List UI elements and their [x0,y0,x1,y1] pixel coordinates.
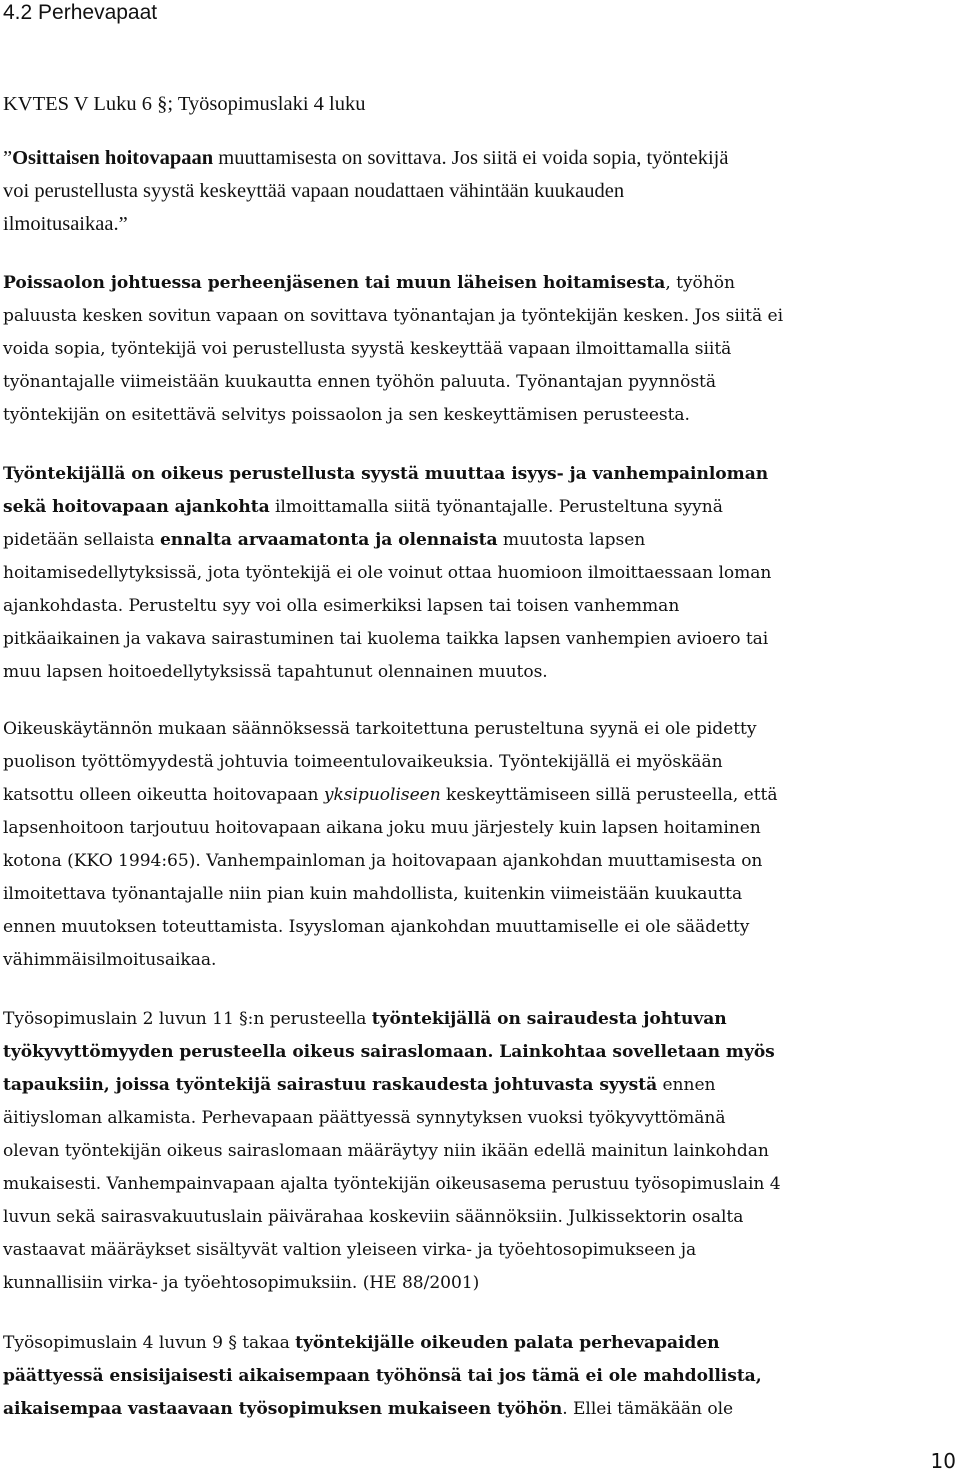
p2-line-3-pre: pidetään sellaista [3,530,160,550]
quote-line-1-rest: muuttamisesta on sovittava. Jos siitä ei voida sopia, työntekijä [213,147,729,169]
p5-bold-end: aikaisempaa vastaavaan työsopimuksen mukaiseen työhön [3,1399,563,1419]
p2-bold-cont: sekä hoitovapaan ajankohta [3,497,270,517]
p5-line-1 [3,1327,960,1360]
p3-italic-term: yksipuoliseen [323,785,441,805]
p5-line-2 [3,1360,960,1393]
p3-line-6: ilmoitettava työnantajalle niin pian kuin mahdollista, kuitenkin viimeistään kuukautta [3,884,743,904]
quote-open-mark: ” [3,147,13,169]
p5-line-1-pre: Työsopimuslain 4 luvun 9 § takaa [3,1333,296,1353]
p5-line-3 [3,1393,960,1426]
paragraph-right-to-return [3,1327,960,1426]
source-reference-text: KVTES V Luku 6 §; Työsopimuslaki 4 luku [3,93,366,115]
p5-line-3-rest: . Ellei tämäkään ole [562,1399,734,1419]
p4-line-9: kunnallisiin virka- ja työehtosopimuksiin. (HE 88/2001) [3,1273,480,1293]
paragraph-right-to-change [3,458,960,689]
quote-bold-term: Osittaisen hoitovapaan [12,147,214,169]
p3-line-8: vähimmäisilmoitusaikaa. [3,950,217,970]
p2-line-1 [3,458,960,491]
quote-line-2: voi perustellusta syystä keskeyttää vapaan noudattaen vähintään kuukauden [3,180,625,202]
p3-line-5: kotona (KKO 1994:65). Vanhempainloman ja hoitovapaan ajankohdan muuttamisesta on [3,851,763,871]
p3-line-1: Oikeuskäytännön mukaan säännöksessä tarkoitettuna perusteltuna syynä ei ole pidetty [3,719,757,739]
source-reference [3,88,953,121]
quote-paragraph [3,142,953,241]
p2-bold-unforeseen: ennalta arvaamatonta ja olennaista [159,530,498,550]
p4-line-7: luvun sekä sairasvakuutuslain päivärahaa koskeviin säännöksiin. Julkissektorin osalta [3,1207,744,1227]
p1-line-3: voida sopia, työntekijä voi perustellusta syystä keskeyttää vapaan ilmoittamalla siitä [3,339,732,359]
p2-line-4: hoitamisedellytyksissä, jota työntekijä ei ole voinut ottaa huomioon ilmoittaessaan loman [3,563,772,583]
p4-line-4: äitiysloman alkamista. Perhevapaan päättyessä synnytyksen vuoksi työkyvyttömänä [3,1108,726,1128]
paragraph-absence-care [3,267,960,432]
p1-line-4: työnantajalle viimeistään kuukautta ennen työhön paluuta. Työnantajan pyynnöstä [3,372,717,392]
p4-bold-lead: työntekijällä on sairaudesta johtuvan [371,1009,727,1029]
p2-line-3-rest: muutosta lapsen [497,530,646,550]
p3-line-3 [3,779,960,812]
p2-line-2-rest: ilmoittamalla siitä työnantajalle. Perusteltuna syynä [269,497,723,517]
p1-line-1 [3,267,960,300]
p4-bold-cont: työkyvyttömyyden perusteella oikeus sairaslomaan. Lainkohtaa sovelletaan myös [3,1042,775,1062]
p4-bold-pregnancy: tapauksiin, joissa työntekijä sairastuu raskaudesta johtuvasta syystä [3,1075,658,1095]
p3-line-2: puolison työttömyydestä johtuvia toimeentulovaikeuksia. Työntekijällä ei myöskään [3,752,723,772]
p1-line-2: paluusta kesken sovitun vapaan on sovittava työnantajan ja työntekijän kesken. Jos siitä ei [3,306,784,326]
p4-line-3-rest: ennen [657,1075,716,1095]
paragraph-sick-leave [3,1003,960,1300]
p2-bold-lead: Työntekijällä on oikeus perustellusta syystä muuttaa isyys- ja vanhempainloman [3,464,769,484]
p4-line-8: vastaavat määräykset sisältyvät valtion yleiseen virka- ja työehtosopimukseen ja [3,1240,697,1260]
p3-line-4: lapsenhoitoon tarjoutuu hoitovapaan aikana joku muu järjestely kuin lapsen hoitaminen [3,818,761,838]
p4-line-1-pre: Työsopimuslain 2 luvun 11 §:n perusteella [3,1009,372,1029]
p4-line-5: olevan työntekijän oikeus sairaslomaan määräytyy niin ikään edellä mainitun lainkohdan [3,1141,769,1161]
p1-line-5: työntekijän on esitettävä selvitys poissaolon ja sen keskeyttämisen perusteesta. [3,405,690,425]
p2-line-6: pitkäaikainen ja vakava sairastuminen tai kuolema taikka lapsen vanhempien avioero tai [3,629,769,649]
p2-line-7: muu lapsen hoitoedellytyksissä tapahtunut olennainen muutos. [3,662,548,682]
paragraph-case-law [3,713,960,977]
p4-line-1 [3,1003,960,1036]
p1-bold-lead: Poissaolon johtuessa perheenjäsenen tai muun läheisen hoitamisesta [3,273,666,293]
p2-line-3 [3,524,960,557]
page-number: 10 [930,1449,956,1473]
section-heading: 4.2 Perhevapaat [3,1,158,24]
p3-line-7: ennen muutoksen toteuttamista. Isyysloman ajankohdan muuttamiselle ei ole säädetty [3,917,750,937]
p2-line-2 [3,491,960,524]
quote-line-3: ilmoitusaikaa.” [3,213,128,235]
p4-line-3 [3,1069,960,1102]
p5-bold-lead: työntekijälle oikeuden palata perhevapaiden [295,1333,720,1353]
p3-line-3-pre: katsottu olleen oikeutta hoitovapaan [3,785,324,805]
p4-line-2 [3,1036,960,1069]
p5-bold-cont: päättyessä ensisijaisesti aikaisempaan työhönsä tai jos tämä ei ole mahdollista, [3,1366,762,1386]
p2-line-5: ajankohdasta. Perusteltu syy voi olla esimerkiksi lapsen tai toisen vanhemman [3,596,680,616]
quote-line-1 [3,142,953,175]
p3-line-3-rest: keskeyttämiseen sillä perusteella, että [440,785,778,805]
p4-line-6: mukaisesti. Vanhempainvapaan ajalta työntekijän oikeusasema perustuu työsopimuslain 4 [3,1174,781,1194]
p1-line-1-rest: , työhön [665,273,735,293]
